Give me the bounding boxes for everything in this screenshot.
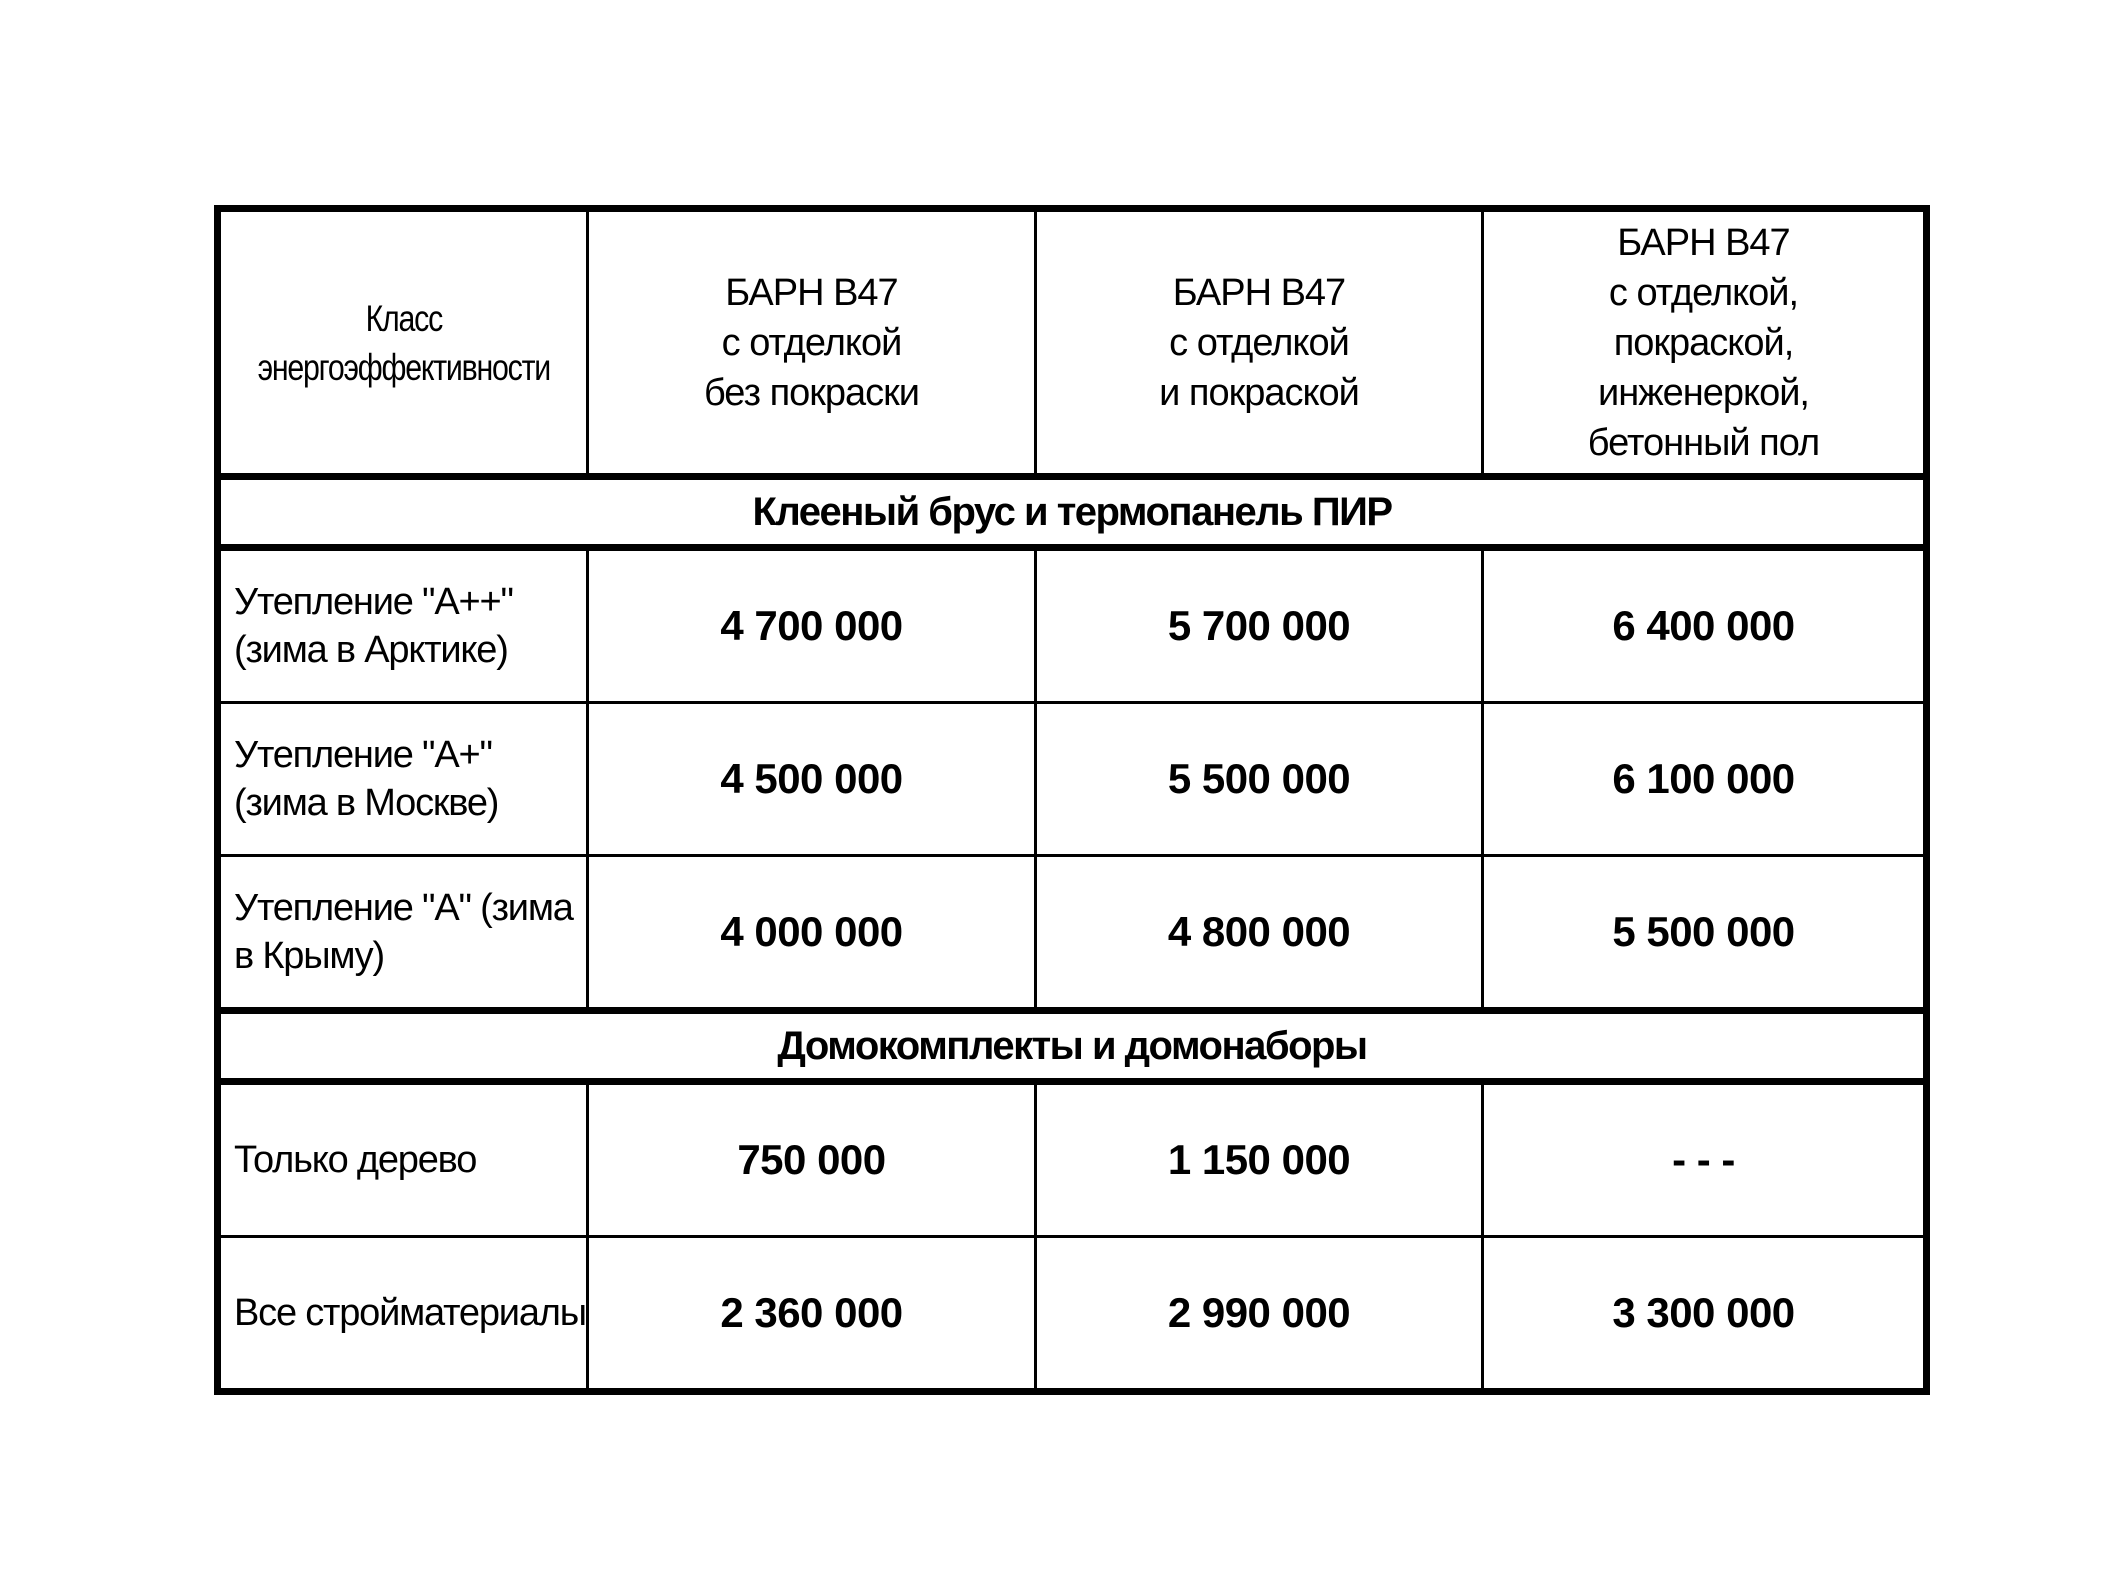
price-cell: 4 700 000	[588, 548, 1036, 703]
table-row	[218, 856, 1927, 1011]
price-cell: 2 360 000	[588, 1237, 1036, 1392]
price-cell: 4 800 000	[1036, 856, 1483, 1011]
header-column-line: бетонный пол	[1587, 421, 1820, 464]
row-label: Утепление "А++" (зима в Арктике)	[218, 548, 588, 703]
row-label: Утепление "А" (зима в Крыму)	[218, 856, 588, 1011]
price-cell: 1 150 000	[1036, 1082, 1483, 1237]
section-row	[218, 1011, 1927, 1082]
price-cell: 2 990 000	[1036, 1237, 1483, 1392]
section-title: Клееный брус и термопанель ПИР	[218, 477, 1927, 548]
header-column-1	[588, 209, 1036, 477]
row-label: Все стройматериалы	[218, 1237, 588, 1392]
price-cell: 4 500 000	[588, 703, 1036, 856]
header-column-line: без покраски	[703, 371, 920, 414]
row-label: Утепление "А+" (зима в Москве)	[218, 703, 588, 856]
header-column-line: с отделкой	[721, 321, 902, 364]
header-column-line: и покраской	[1159, 371, 1359, 414]
price-cell: 4 000 000	[588, 856, 1036, 1011]
price-cell: - - -	[1483, 1082, 1927, 1237]
header-column-line: инженеркой,	[1598, 371, 1809, 414]
header-column-2	[1036, 209, 1483, 477]
header-column-3	[1483, 209, 1927, 477]
header-column-line: БАРН В47	[1172, 271, 1346, 314]
table-row	[218, 548, 1927, 703]
price-cell: 750 000	[588, 1082, 1036, 1237]
header-energy-class-line: Класс	[365, 297, 442, 339]
price-table	[214, 205, 1930, 1395]
header-column-line: БАРН В47	[1617, 221, 1790, 264]
price-cell: 5 500 000	[1483, 856, 1927, 1011]
table-row	[218, 1082, 1927, 1237]
header-column-line: покраской,	[1613, 321, 1794, 364]
section-title: Домокомплекты и домонаборы	[218, 1011, 1927, 1082]
price-cell: 5 700 000	[1036, 548, 1483, 703]
section-row	[218, 477, 1927, 548]
table-row	[218, 703, 1927, 856]
price-cell: 5 500 000	[1036, 703, 1483, 856]
price-cell: 6 100 000	[1483, 703, 1927, 856]
header-column-line: с отделкой,	[1608, 271, 1799, 314]
price-cell: 3 300 000	[1483, 1237, 1927, 1392]
header-column-line: с отделкой	[1169, 321, 1349, 364]
header-energy-class	[251, 209, 554, 477]
header-energy-class-line: энергоэффективности	[257, 346, 550, 388]
row-label: Только дерево	[218, 1082, 588, 1237]
table-header-row	[218, 209, 1927, 477]
header-column-line: БАРН В47	[725, 271, 898, 314]
table-row	[218, 1237, 1927, 1392]
price-cell: 6 400 000	[1483, 548, 1927, 703]
